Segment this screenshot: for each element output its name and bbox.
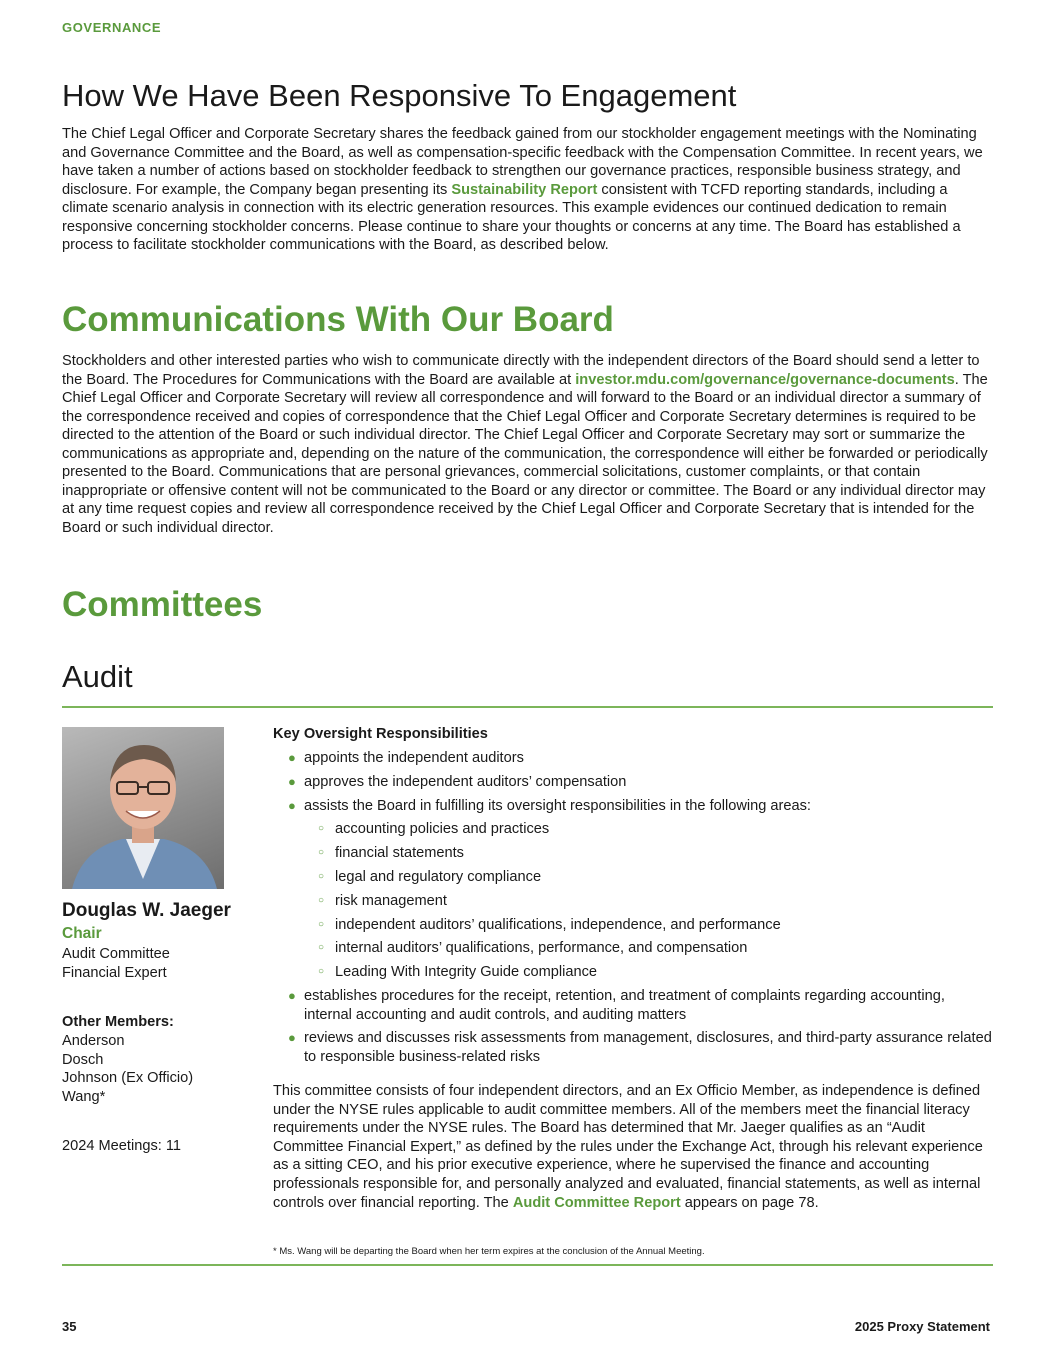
member-item: Wang*: [62, 1089, 106, 1105]
other-members-label: Other Members:: [62, 1014, 174, 1030]
sub-bullet-circle-icon: ○: [318, 895, 325, 906]
footnote: * Ms. Wang will be departing the Board when her term expires at the conclusion of the Annual Meeting.: [273, 1246, 705, 1257]
sub-bullet-circle-icon: ○: [318, 942, 325, 953]
bullet-dot-icon: ●: [288, 988, 296, 1003]
audit-top-rule: [62, 706, 993, 708]
bullet-item: reviews and discusses risk assessments from management, disclosures, and third-party assurance related to responsible business-related risks: [304, 1030, 992, 1065]
description-text-2: appears on page 78.: [684, 1194, 819, 1211]
member-item: Dosch: [62, 1052, 104, 1068]
sub-bullet-item: independent auditors’ qualifications, independence, and performance: [335, 917, 781, 933]
audit-heading: Audit: [62, 659, 133, 694]
chair-name: Douglas W. Jaeger: [62, 900, 231, 921]
sub-bullet-circle-icon: ○: [318, 823, 325, 834]
bullet-item: establishes procedures for the receipt, retention, and treatment of complaints regarding accounting, internal accounting and audit controls, and auditing matters: [304, 988, 945, 1023]
committees-heading: Committees: [62, 585, 263, 624]
sub-bullet-item: risk management: [335, 893, 447, 909]
communications-heading: Communications With Our Board: [62, 300, 614, 339]
sub-bullet-circle-icon: ○: [318, 847, 325, 858]
meetings-count: 2024 Meetings: 11: [62, 1138, 181, 1154]
sub-bullet-item: legal and regulatory compliance: [335, 869, 542, 885]
member-item: Anderson: [62, 1033, 125, 1049]
bullet-dot-icon: ●: [288, 798, 296, 813]
responsibilities-heading: Key Oversight Responsibilities: [273, 726, 488, 742]
bullet-item: assists the Board in fulfilling its oversight responsibilities in the following areas:: [304, 798, 811, 814]
engagement-text-2: consistent with TCFD reporting standards, including a climate scenario analysis in connection with its electric generation resources. This example evidences our continued dedication to remain responsive concerning stockholder concerns. Please continue to share your thoughts or concerns at any time. The Board has established a process to facilitate stockholder communications with the Board, as described below.: [62, 181, 961, 253]
document-title: 2025 Proxy Statement: [854, 1319, 990, 1334]
sub-bullet-item: internal auditors’ qualifications, performance, and compensation: [335, 940, 748, 956]
sub-bullet-item: Leading With Integrity Guide compliance: [335, 964, 598, 980]
engagement-paragraph: [62, 125, 997, 255]
bullet-item: approves the independent auditors’ compensation: [304, 774, 627, 790]
governance-documents-link[interactable]: investor.mdu.com/governance/governance-documents: [575, 371, 955, 388]
communications-paragraph: [62, 352, 997, 537]
bullet-dot-icon: ●: [288, 1030, 296, 1045]
page-number: 35: [62, 1319, 77, 1334]
engagement-text-1: The Chief Legal Officer and Corporate Secretary shares the feedback gained from our stockholder engagement meetings with the Nominating and Governance Committee and the Board, as well as compensation-specific feedback with the Compensation Committee. In recent years, we have taken a number of actions based on stockholder feedback to strengthen our governance practices, responsible business strategy, and disclosure. For example, the Company began presenting its: [62, 126, 983, 198]
sub-bullet-item: accounting policies and practices: [335, 821, 550, 837]
bullet-item: appoints the independent auditors: [304, 750, 524, 766]
section-tag: GOVERNANCE: [62, 20, 162, 35]
communications-text-2: . The Chief Legal Officer and Corporate Secretary will review all correspondence and will forward to the Board or an individual director a summary of the correspondence received and copies of correspondence that the Chief Legal Officer and Corporate Secretary determines is required to be directed to the attention of the Board or such individual director. The Chief Legal Officer and Corporate Secretary may sort or summarize the communications as appropriate and, depending on the nature of the communication, the correspondence will either be forwarded or periodically presented to the Board. Communications that are personal grievances, commercial solicitations, customer complaints, or that contain inappropriate or offensive content will not be communicated to the Board or any director or committee. The Board or any individual director may at any time request copies and review all correspondence received by the Chief Legal Officer and Corporate Secretary that is intended for the Board or such individual director.: [62, 371, 988, 536]
engagement-heading: How We Have Been Responsive To Engagement: [62, 78, 737, 113]
member-item: Johnson (Ex Officio): [62, 1070, 194, 1086]
sustainability-report-link[interactable]: Sustainability Report: [451, 181, 598, 198]
sub-bullet-circle-icon: ○: [318, 871, 325, 882]
sub-bullet-circle-icon: ○: [318, 919, 325, 930]
sub-bullet-circle-icon: ○: [318, 966, 325, 977]
audit-bottom-rule: [62, 1264, 993, 1266]
description-text-1: This committee consists of four independent directors, and an Ex Officio Member, as independence is defined under the NYSE rules applicable to audit committee members. All of the members meet the financial literacy requirements under the NYSE rules. The Board has determined that Mr. Jaeger qualifies as an “Audit Committee Financial Expert,” as defined by the rules under the Exchange Act, through his relevant experience as a sitting CEO, and his prior executive experience, where he supervised the finance and accounting professionals responsible for, and personally analyzed and evaluated, financial statements, as well as internal controls over financial reporting. The: [273, 1083, 983, 1211]
chair-line-1: Audit Committee: [62, 946, 170, 962]
chair-photo: [62, 727, 224, 889]
chair-role: Chair: [62, 925, 102, 942]
bullet-dot-icon: ●: [288, 774, 296, 789]
portrait-graphic: [62, 727, 224, 889]
communications-text-1: Stockholders and other interested parties who wish to communicate directly with the independent directors of the Board should send a letter to the Board. The Procedures for Communications with the Board are available at: [62, 353, 980, 388]
committee-description: [273, 1082, 995, 1212]
chair-line-2: Financial Expert: [62, 965, 167, 981]
bullet-dot-icon: ●: [288, 750, 296, 765]
sub-bullet-item: financial statements: [335, 845, 464, 861]
audit-committee-report-link[interactable]: Audit Committee Report: [512, 1194, 681, 1211]
